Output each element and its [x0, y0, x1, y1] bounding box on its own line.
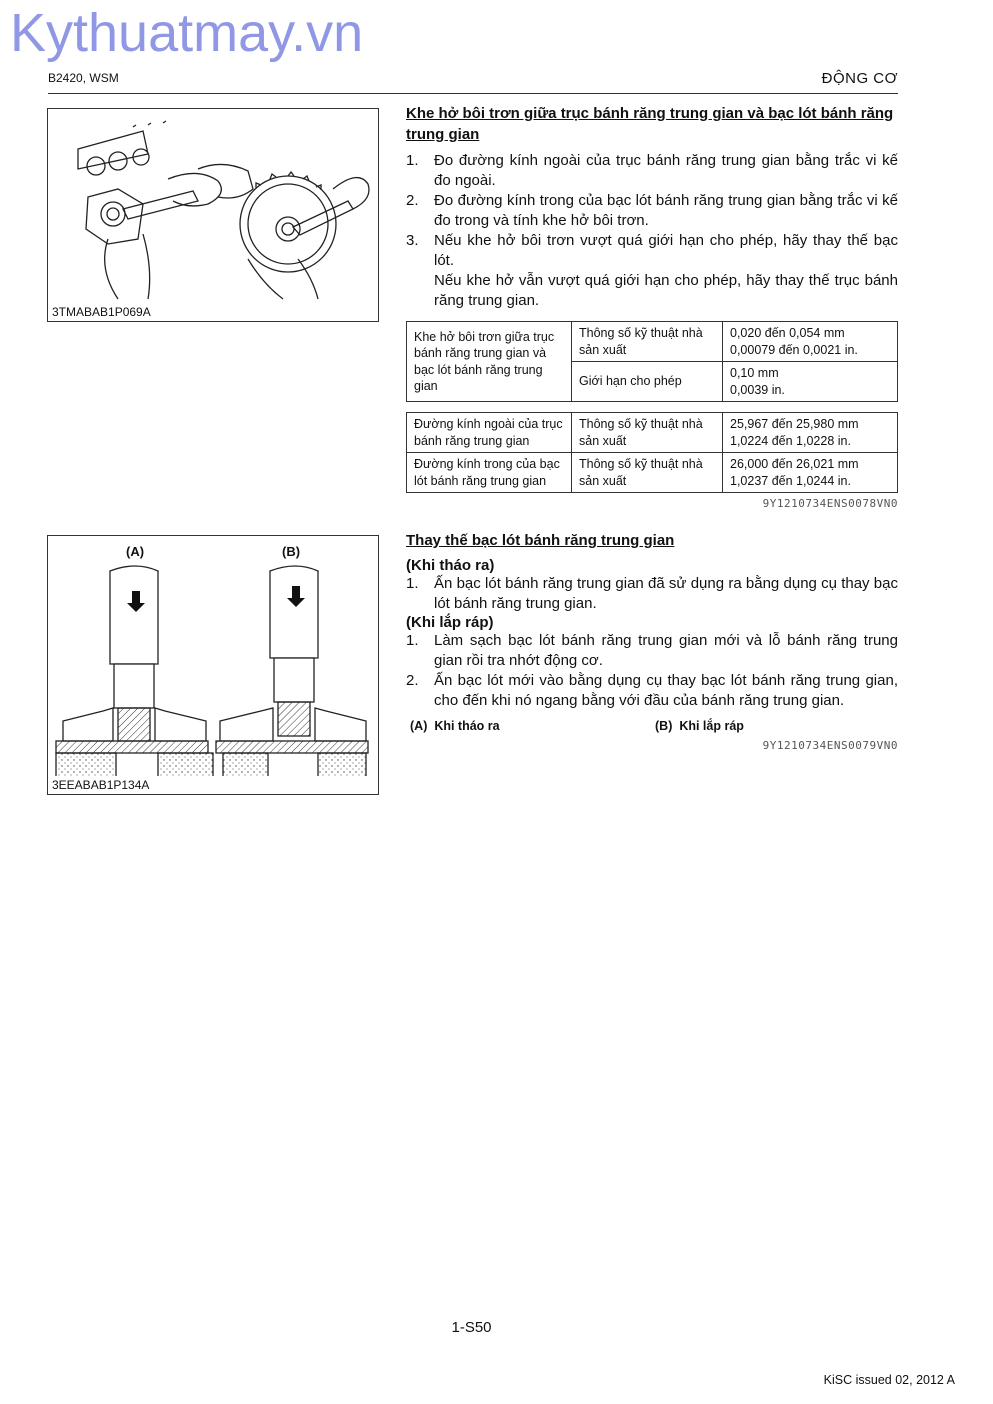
doc-code: 9Y1210734ENS0078VN0 — [762, 497, 898, 510]
table-cell: 0,10 mm 0,0039 in. — [723, 362, 898, 402]
list-item: 1. Làm sạch bạc lót bánh răng trung gian mới và lỗ bánh răng trung gian rồi tra nhớt động cơ. — [406, 632, 898, 669]
doc-code: 9Y1210734ENS0079VN0 — [762, 739, 898, 752]
table-cell: 0,020 đến 0,054 mm 0,00079 đến 0,0021 in. — [723, 322, 898, 362]
legend-a: (A) Khi tháo ra — [410, 719, 500, 733]
watermark-logo: Kythuatmay.vn — [10, 3, 364, 63]
section-title: Khe hở bôi trơn giữa trục bánh răng trung gian và bạc lót bánh răng trung gian — [406, 105, 894, 143]
issue-info: KiSC issued 02, 2012 A — [823, 1373, 955, 1387]
section-title: Thay thế bạc lót bánh răng trung gian — [406, 532, 675, 549]
spec-table-clearance — [406, 321, 898, 402]
figure-label-b: (B) — [282, 544, 301, 559]
legend — [406, 719, 898, 739]
install-title: (Khi lắp ráp) — [406, 614, 494, 631]
measurement-illustration — [48, 109, 378, 305]
header-chapter: ĐỘNG CƠ — [821, 70, 898, 87]
page-number: 1-S50 — [451, 1319, 492, 1336]
spec-table-diameters — [406, 412, 898, 493]
section-clearance — [406, 103, 898, 510]
table-cell: Thông số kỹ thuật nhà sản xuất — [572, 453, 723, 493]
table-cell: Thông số kỹ thuật nhà sản xuất — [572, 413, 723, 453]
removal-title: (Khi tháo ra) — [406, 557, 495, 574]
table-cell: Giới hạn cho phép — [572, 362, 723, 402]
list-item: 1. Đo đường kính ngoài của trục bánh răng trung gian bằng trắc vi kế đo ngoài. — [406, 152, 898, 189]
table-cell: Đường kính ngoài của trục bánh răng trung gian — [407, 413, 572, 453]
table-cell: Đường kính trong của bạc lót bánh răng trung gian — [407, 453, 572, 493]
removal-steps — [406, 574, 898, 614]
list-item: 1. Ấn bạc lót bánh răng trung gian đã sử dụng ra bằng dụng cụ thay bạc lót bánh răng trung gian. — [406, 575, 898, 612]
figure-bushing-replace — [47, 535, 379, 795]
list-item: 2. Đo đường kính trong của bạc lót bánh răng trung gian bằng trắc vi kế đo trong và tính khe hở bôi trơn. — [406, 192, 898, 229]
table-cell: 26,000 đến 26,021 mm 1,0237 đến 1,0244 in. — [723, 453, 898, 493]
table-cell: Khe hở bôi trơn giữa trục bánh răng trung gian và bạc lót bánh răng trung gian — [407, 322, 572, 402]
list-item: 3. Nếu khe hở bôi trơn vượt quá giới hạn cho phép, hãy thay thế bạc lót. Nếu khe hở vẫn vượt quá giới hạn cho phép, hãy thay thế trục bánh răng trung gian. — [406, 232, 898, 309]
figure-caption: 3EEABAB1P134A — [52, 778, 150, 792]
table-cell: 25,967 đến 25,980 mm 1,0224 đến 1,0228 in. — [723, 413, 898, 453]
figure-caption: 3TMABAB1P069A — [52, 305, 151, 319]
header-rule — [48, 93, 898, 94]
section-bushing-replacement — [406, 530, 898, 752]
steps-list — [406, 151, 898, 311]
install-steps — [406, 631, 898, 711]
figure-measurement — [47, 108, 379, 322]
header-model: B2420, WSM — [48, 71, 119, 85]
table-cell: Thông số kỹ thuật nhà sản xuất — [572, 322, 723, 362]
legend-b: (B) Khi lắp ráp — [655, 719, 744, 733]
bushing-press-illustration — [48, 536, 378, 776]
list-item: 2. Ấn bạc lót mới vào bằng dụng cụ thay bạc lót bánh răng trung gian, cho đến khi nó ngang bằng với đầu của bánh răng trung gian. — [406, 672, 898, 709]
figure-label-a: (A) — [126, 544, 145, 559]
